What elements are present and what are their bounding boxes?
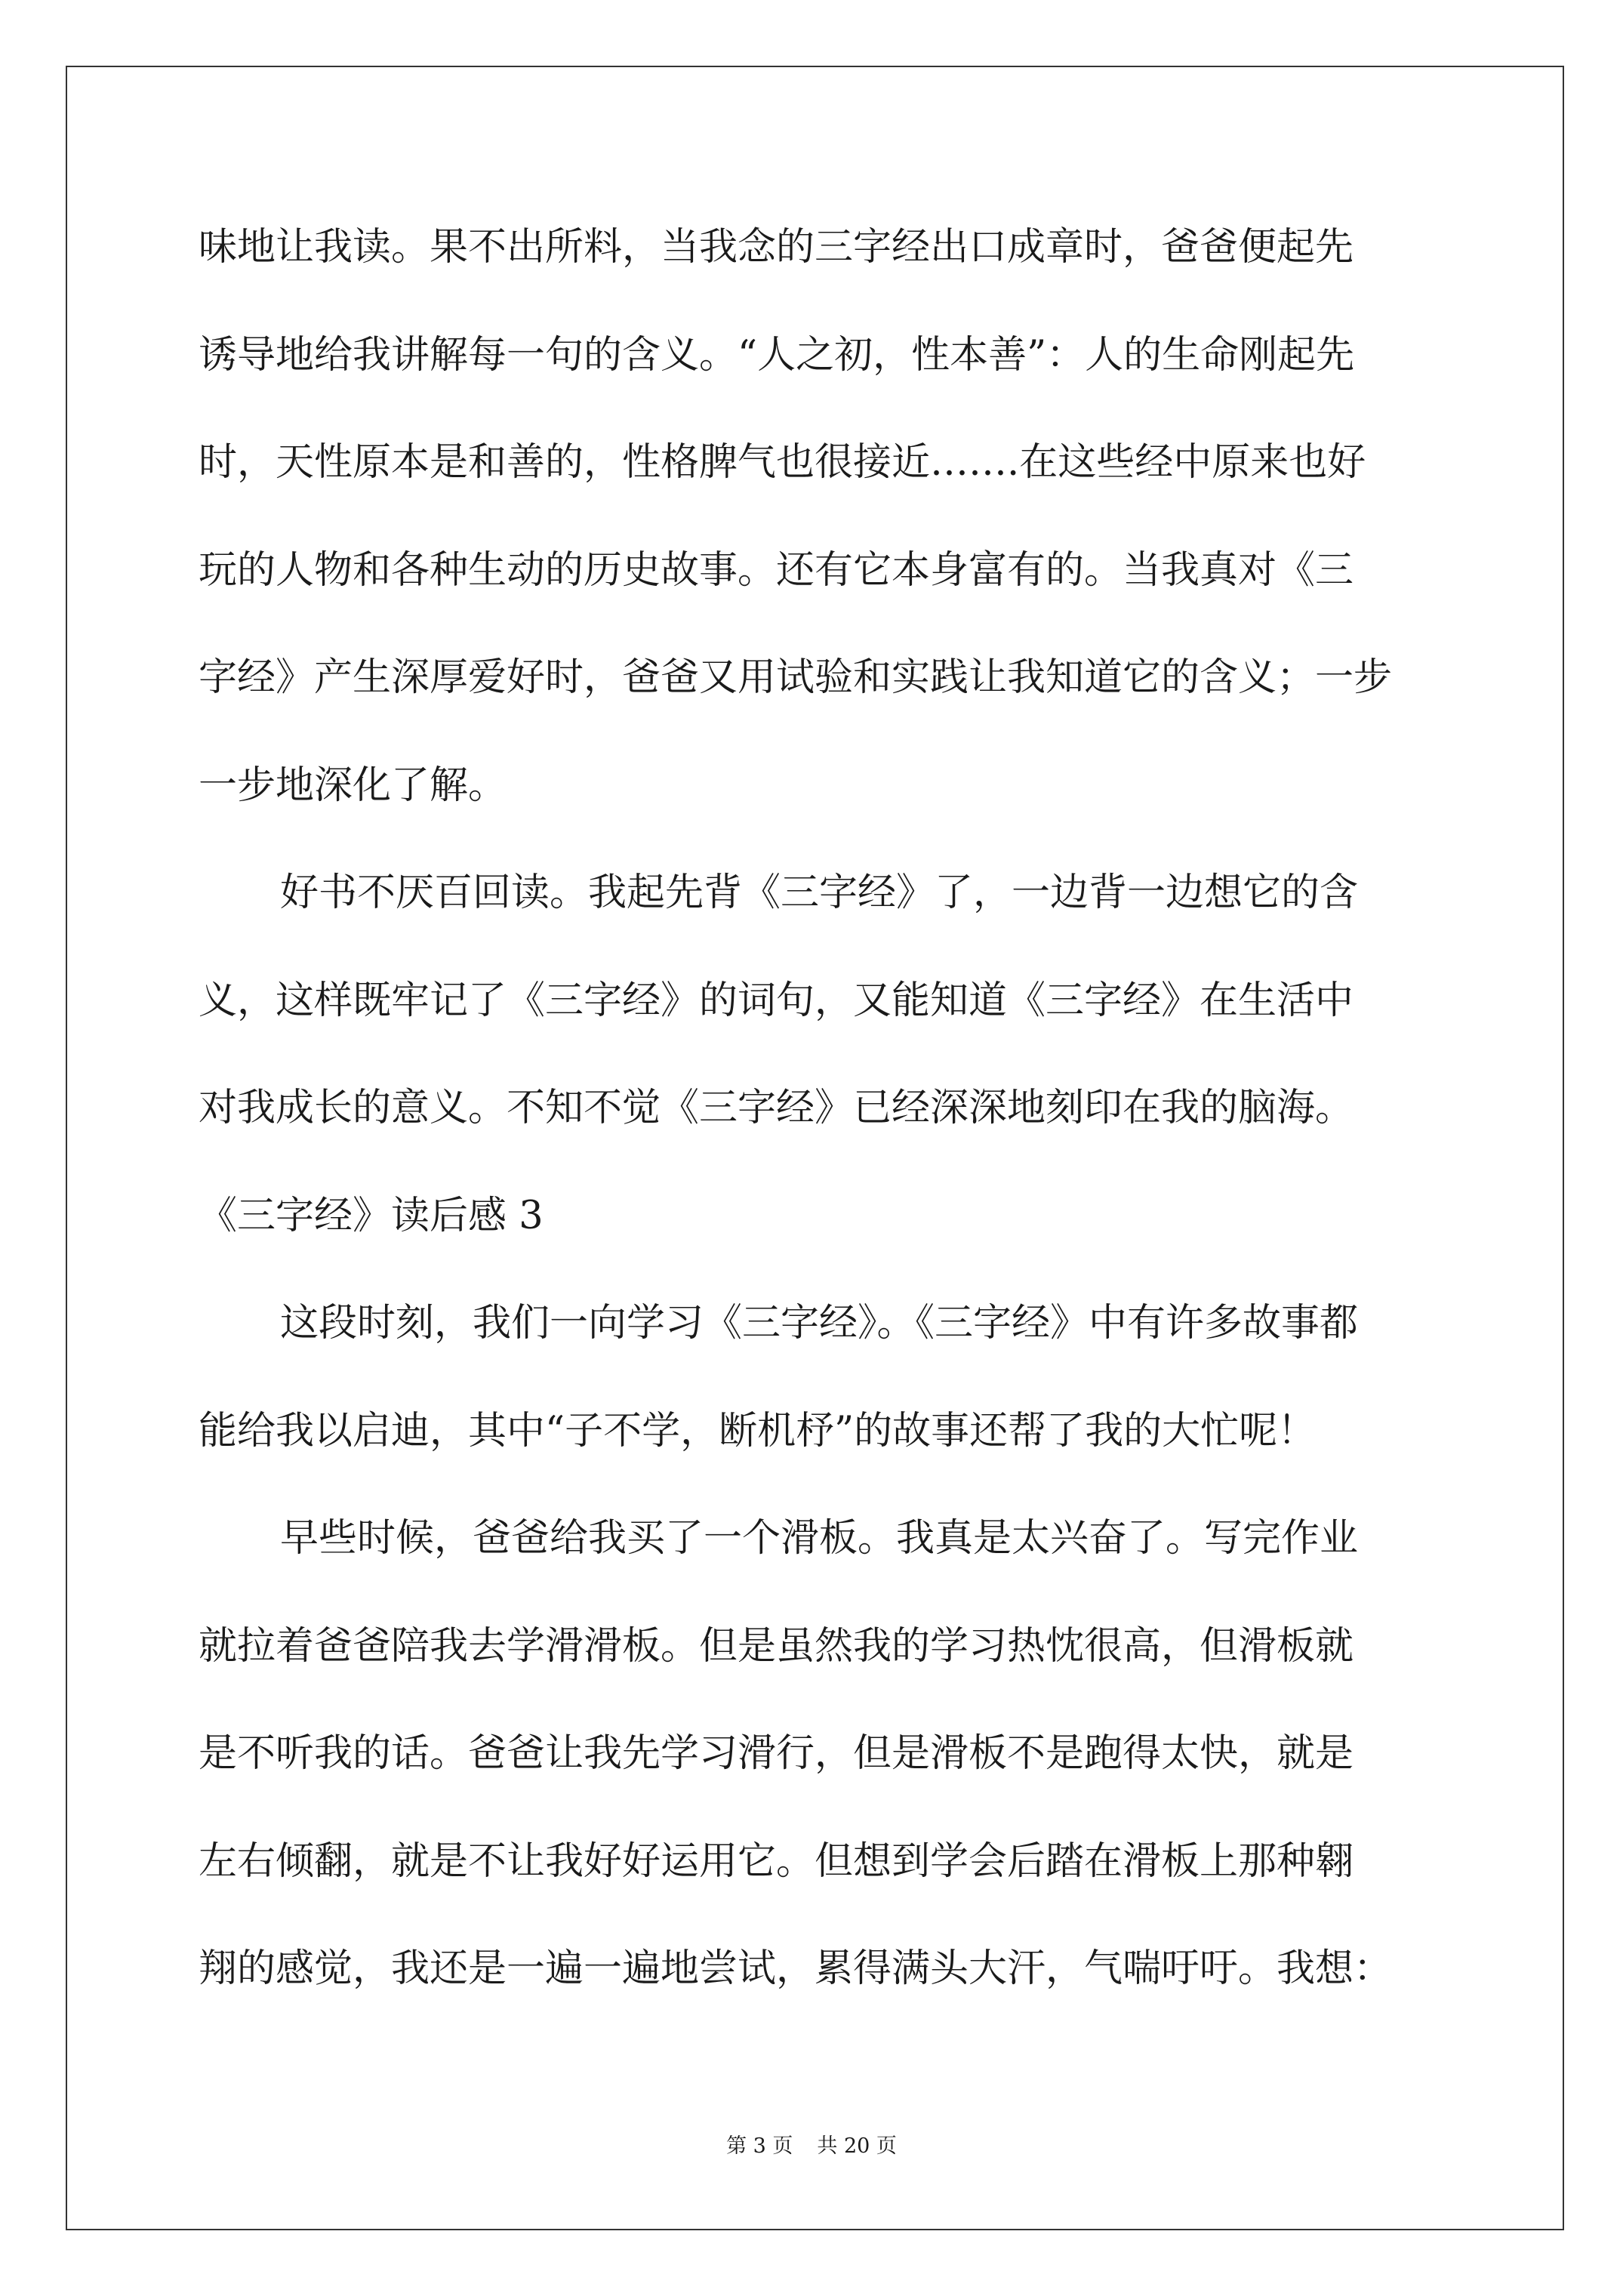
section-heading: 《三字经》读后感 3 xyxy=(199,1193,544,1238)
text-line-2: 诱导地给我讲解每一句的含义。“人之初，性本善”：人的生命刚起先 xyxy=(199,332,1355,378)
text-line-11: 这段时刻，我们一向学习《三字经》。《三字经》中有许多故事都 xyxy=(280,1301,1359,1345)
text-line-6: 一步地深化了解。 xyxy=(199,763,507,808)
page-footer xyxy=(0,2131,1623,2162)
text-line-1: 味地让我读。果不出所料，当我念的三字经出口成章时，爸爸便起先 xyxy=(199,225,1354,270)
text-line-9: 对我成长的意义。不知不觉《三字经》已经深深地刻印在我的脑海。 xyxy=(199,1086,1354,1130)
page-number: 第 3 页 xyxy=(726,2134,793,2158)
text-line-4: 玩的人物和各种生动的历史故事。还有它本身富有的。当我真对《三 xyxy=(199,547,1354,593)
page-total: 共 20 页 xyxy=(817,2134,897,2158)
text-line-13: 早些时候，爸爸给我买了一个滑板。我真是太兴奋了。写完作业 xyxy=(280,1516,1359,1561)
text-line-5: 字经》产生深厚爱好时，爸爸又用试验和实践让我知道它的含义；一步 xyxy=(199,655,1393,700)
text-line-8: 义，这样既牢记了《三字经》的词句，又能知道《三字经》在生活中 xyxy=(199,978,1354,1023)
text-line-16: 左右倾翻，就是不让我好好运用它。但想到学会后踏在滑板上那种翱 xyxy=(199,1838,1354,1884)
text-line-17: 翔的感觉，我还是一遍一遍地尝试，累得满头大汗，气喘吁吁。我想： xyxy=(199,1946,1393,1991)
text-line-7: 好书不厌百回读。我起先背《三字经》了，一边背一边想它的含 xyxy=(280,871,1359,915)
document-body xyxy=(199,214,1452,2043)
text-line-14: 就拉着爸爸陪我去学滑滑板。但是虽然我的学习热忱很高，但滑板就 xyxy=(199,1623,1354,1669)
text-line-3: 时，天性原本是和善的，性格脾气也很接近…….在这些经中原来也好 xyxy=(199,440,1366,485)
text-line-12: 能给我以启迪，其中“子不学，断机杼”的故事还帮了我的大忙呢！ xyxy=(199,1408,1317,1453)
text-line-15: 是不听我的话。爸爸让我先学习滑行，但是滑板不是跑得太快，就是 xyxy=(199,1731,1354,1776)
